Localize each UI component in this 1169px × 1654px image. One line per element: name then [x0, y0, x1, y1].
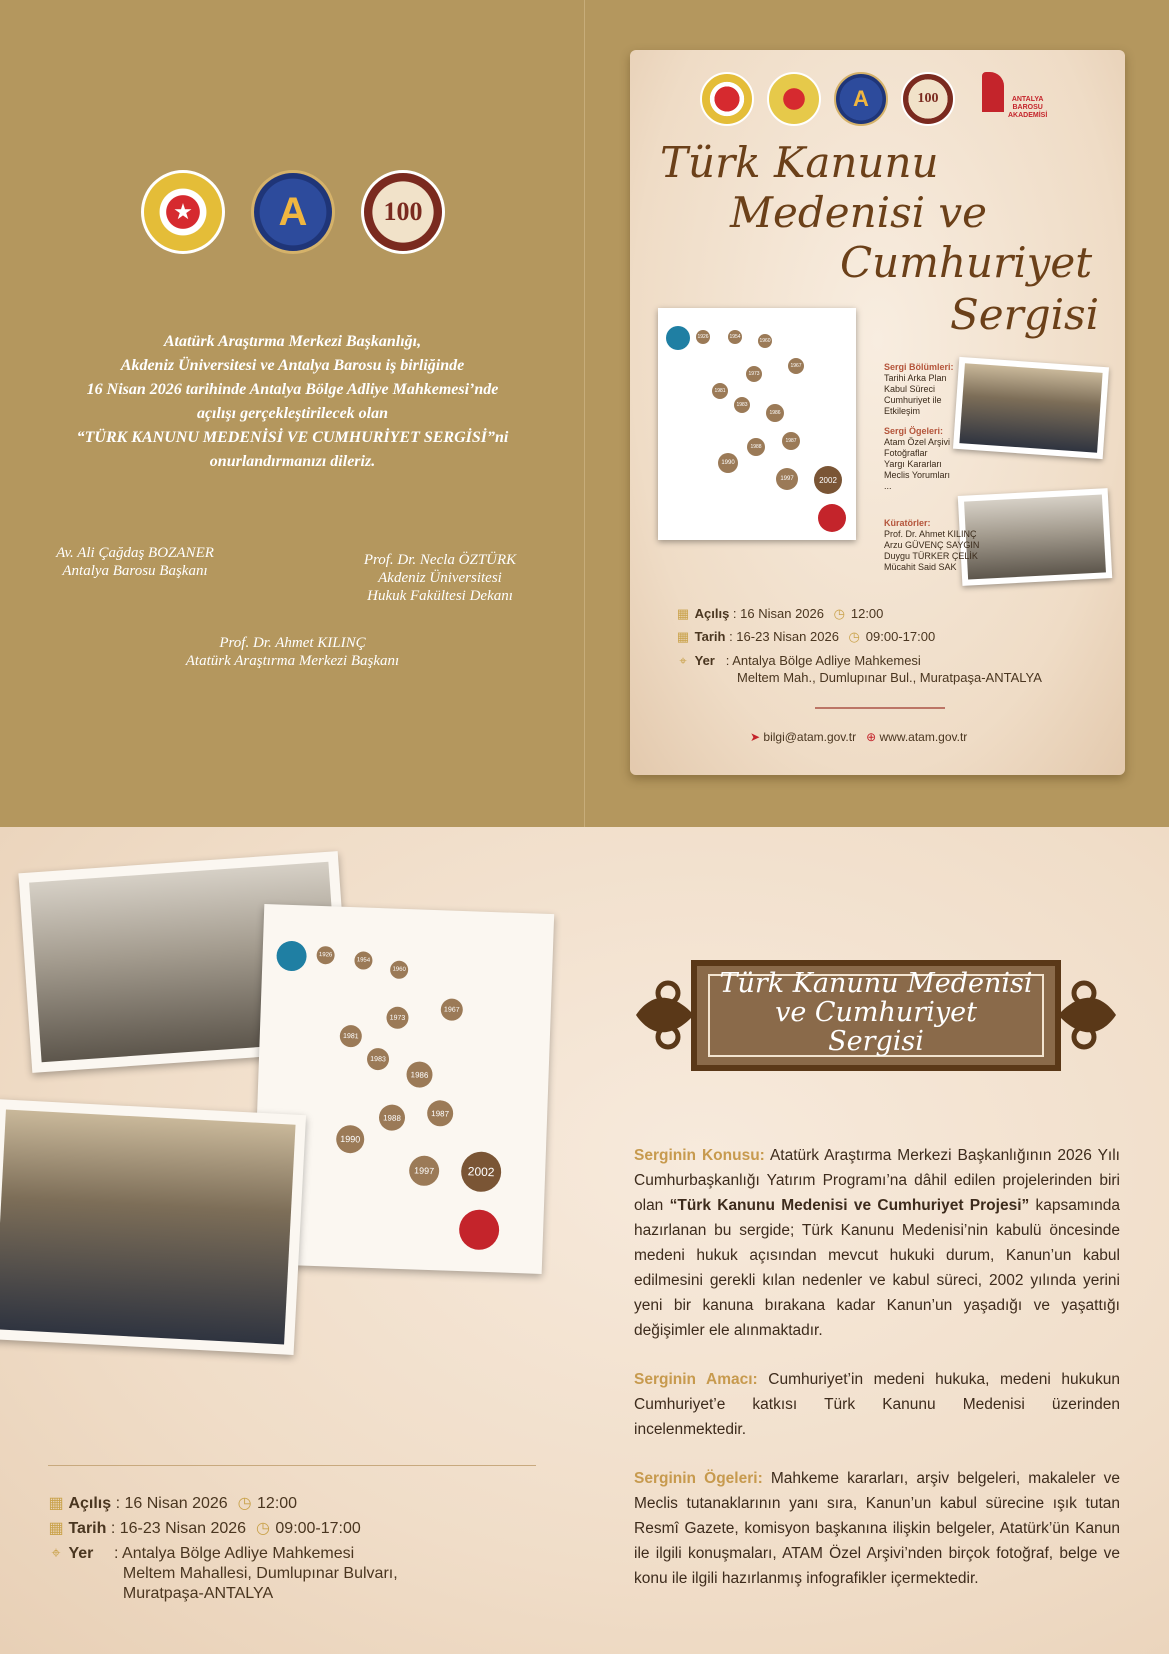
historic-building-photo	[958, 488, 1113, 586]
section-heading: Sergi Bölümleri:	[884, 362, 954, 372]
ataturk-arastirma-logo	[700, 72, 754, 126]
yer-label: Yer	[694, 653, 715, 668]
send-icon: ➤	[750, 730, 761, 744]
tarih-row: ▦ Tarih : 16-23 Nisan 2026 ◷ 09:00-17:00	[48, 1520, 361, 1537]
tarih-dates: 16-23 Nisan 2026	[119, 1520, 247, 1537]
yer-line: Muratpaşa-ANTALYA	[122, 1585, 274, 1602]
list-item: Tarihi Arka Plan	[884, 373, 947, 383]
clock-icon: ◷	[833, 606, 845, 621]
exhibition-poster	[630, 50, 1125, 775]
year-dot: 1960	[758, 334, 772, 348]
list-item: Etkileşim	[884, 406, 921, 416]
location-pin-icon: ⌖	[51, 1545, 61, 1562]
amaci-paragraph	[634, 1367, 1120, 1442]
signatory-title: Akdeniz Üniversitesi	[378, 570, 502, 586]
ataturk-arastirma-merkezi-logo: ★	[141, 170, 225, 254]
list-item: Prof. Dr. Ahmet KILINÇ	[884, 529, 977, 539]
section-heading: Sergi Ögeleri:	[884, 426, 944, 436]
frame-title-line: Sergisi	[828, 1026, 924, 1057]
infographic-badge	[818, 504, 846, 532]
clock-icon: ◷	[255, 1520, 270, 1537]
year-dot: 1973	[746, 366, 762, 382]
list-item: Arzu GÜVENÇ SAYGIN	[884, 540, 980, 550]
invitation-line: açılışı gerçekleştirilecek olan	[196, 405, 389, 422]
contact-row	[750, 730, 967, 744]
brochure-inner-panel	[0, 827, 1169, 1654]
antalya-barosu-logo: 100	[361, 170, 445, 254]
akdeniz-universitesi-logo: A	[251, 170, 335, 254]
year-dot: 1926	[696, 330, 710, 344]
year-dot: 1954	[728, 330, 742, 344]
calendar-icon: ▦	[48, 1520, 64, 1537]
description-block	[634, 1143, 1120, 1591]
list-item: Atam Özel Arşivi	[884, 437, 951, 447]
ogeleri-text: Mahkeme kararları, arşiv belgeleri, makaleler ve Meclis tutanaklarının yanı sıra, Kanun’un kabul sürecine ışık tutan Resmî Gazete, komisyon başkanına ilişkin belgeler, Atatürk’ün Kanun ile ilgili konuşmaları, ATAM Özel Arşivi’nden birçok fotoğraf, belge ve konu ile ilgili hazırlanmış infografikler içermektedir.	[634, 1470, 1121, 1587]
year-dot: 1988	[747, 438, 765, 456]
akdeniz-universitesi-logo: A	[834, 72, 888, 126]
year-dot: 1960	[390, 960, 409, 979]
invitation-line: “TÜRK KANUNU MEDENİSİ VE CUMHURİYET SERGİSİ”ni	[76, 429, 509, 446]
konusu-text: Atatürk Araştırma Merkezi Başkanlığının 2026 Yılı Cumhurbaşkanlığı Yatırım Programı’na dâhil edilen projelerinden biri olan	[634, 1147, 1120, 1214]
year-dot: 1973	[386, 1006, 409, 1029]
tarih-label: Tarih	[694, 629, 726, 644]
calendar-icon: ▦	[676, 606, 690, 621]
year-dot: 1987	[782, 432, 800, 450]
signatory-title: Antalya Barosu Başkanı	[62, 563, 208, 579]
list-item: Yargı Kararları	[884, 459, 942, 469]
year-dot: 1983	[367, 1048, 390, 1071]
antalya-barosu-akademisi-logo	[982, 72, 1052, 126]
invitation-line: 16 Nisan 2026 tarihinde Antalya Bölge Adliye Mahkemesi’nde	[86, 381, 499, 398]
antalya-barosu-logo: 100	[901, 72, 955, 126]
group-photo	[0, 1099, 306, 1355]
signature-ozturk	[340, 551, 540, 605]
infographic-start-marker	[666, 326, 690, 350]
divider	[815, 707, 945, 709]
year-dot: 2002	[814, 466, 842, 494]
yer-line: Antalya Bölge Adliye Mahkemesi	[122, 1545, 355, 1562]
section-heading: Küratörler:	[884, 518, 931, 528]
acilis-time: 12:00	[257, 1495, 298, 1512]
akademi-text: BAROSU	[1012, 104, 1043, 111]
amaci-text: Cumhuriyet’in medeni hukuka, medeni hukukun Cumhuriyet’e katkısı Türk Kanunu Medenisi üzerinden incelenmektedir.	[634, 1371, 1120, 1438]
year-dot: 2002	[460, 1151, 501, 1192]
acilis-row: ▦ Açılış : 16 Nisan 2026 ◷ 12:00	[48, 1495, 298, 1512]
list-item: Mücahit Said SAK	[884, 562, 957, 572]
konusu-text: kapsamında hazırlanan bu sergide; Türk Kanunu Medenisi’nin kabulü öncesinde medeni hukuk açısından mevcut hukuki durum, Kanun’un kabul edilmesini gerekli kılan nedenler ve kabul süreci, 2002 yılında yerini yeni bir kanuna bırakana kadar Kanun’un yaşadığı ve yaşattığı değişimler ele alınmaktadır.	[634, 1197, 1120, 1339]
tarih-label: Tarih	[68, 1520, 107, 1537]
kuratorler-list	[884, 518, 979, 573]
acilis-time: 12:00	[850, 606, 884, 621]
poster-title-line: Cumhuriyet	[840, 238, 1093, 287]
year-dot: 1954	[354, 951, 373, 970]
invitation-line: Akdeniz Üniversitesi ve Antalya Barosu iş birliğinde	[120, 357, 465, 374]
list-item: Kabul Süreci	[884, 384, 936, 394]
year-dot: 1986	[766, 404, 784, 422]
signature-kilinc	[160, 634, 425, 670]
title-frame	[634, 943, 1118, 1088]
acilis-label: Açılış	[68, 1495, 112, 1512]
acilis-date: 16 Nisan 2026	[740, 606, 824, 621]
historic-group-photo	[953, 357, 1109, 459]
invitation-line: onurlandırmanızı dileriz.	[209, 453, 376, 470]
clock-icon: ◷	[848, 629, 860, 644]
infographic-thumbnail	[658, 308, 856, 540]
acilis-row: ▦ Açılış : 16 Nisan 2026 ◷ 12:00	[676, 606, 884, 621]
list-item: ...	[884, 481, 892, 491]
year-dot: 1981	[339, 1025, 362, 1048]
year-dot: 1997	[409, 1155, 440, 1186]
divider	[48, 1465, 536, 1466]
acilis-date: 16 Nisan 2026	[124, 1495, 228, 1512]
year-dot: 1981	[712, 383, 728, 399]
tarih-dates: 16-23 Nisan 2026	[736, 629, 839, 644]
yer-row: ⌖ Yer : Antalya Bölge Adliye Mahkemesi Meltem Mah., Dumlupınar Bul., Muratpaşa-ANTALYA	[675, 652, 1042, 686]
clock-icon: ◷	[237, 1495, 252, 1512]
poster-title-line: Sergisi	[950, 290, 1100, 339]
year-dot: 1990	[336, 1125, 365, 1154]
year-dot: 1997	[776, 468, 798, 490]
fold-line	[584, 0, 585, 827]
tarih-time: 09:00-17:00	[275, 1520, 361, 1537]
yer-address: : Antalya Bölge Adliye Mahkemesi Meltem Mahallesi, Dumlupınar Bulvarı, Muratpaşa-ANTALYA	[114, 1545, 398, 1602]
invitation-line: Atatürk Araştırma Merkezi Başkanlığı,	[163, 333, 422, 350]
infographic-start-marker	[276, 941, 307, 972]
frame-title-line: ve Cumhuriyet	[775, 997, 977, 1028]
tarih-time: 09:00-17:00	[865, 629, 936, 644]
invitation-text	[30, 330, 555, 474]
akademi-text: ANTALYA	[1011, 96, 1044, 103]
akademi-text: AKADEMİSİ	[1008, 112, 1048, 119]
website-link[interactable]: www.atam.gov.tr	[879, 730, 968, 744]
signatory-name: Prof. Dr. Necla ÖZTÜRK	[363, 552, 517, 568]
year-dot: 1983	[734, 397, 750, 413]
calendar-icon: ▦	[48, 1495, 64, 1512]
yer-line: Antalya Bölge Adliye Mahkemesi	[732, 653, 921, 668]
year-dot: 1990	[718, 453, 738, 473]
location-pin-icon: ⌖	[679, 653, 687, 668]
konusu-label: Serginin Konusu:	[634, 1147, 765, 1164]
signatory-name: Av. Ali Çağdaş BOZANER	[56, 545, 214, 561]
poster-title-line: Türk Kanunu	[660, 138, 939, 187]
list-item: Fotoğraflar	[884, 448, 928, 458]
signatory-title: Hukuk Fakültesi Dekanı	[367, 588, 513, 604]
konusu-paragraph	[634, 1143, 1120, 1343]
list-item: Duygu TÜRKER ÇELİK	[884, 551, 978, 561]
ogeleri-paragraph	[634, 1466, 1120, 1591]
frame-title-line: Türk Kanunu Medenisi	[719, 968, 1033, 999]
poster-title-line: Medenisi ve	[730, 188, 988, 237]
signatory-name: Prof. Dr. Ahmet KILINÇ	[219, 635, 366, 651]
year-dot: 1986	[406, 1061, 433, 1088]
list-item: Cumhuriyet ile	[884, 395, 942, 405]
sergi-bolumleri-list	[884, 362, 954, 417]
year-dot: 1988	[379, 1104, 406, 1131]
year-dot: 1967	[440, 998, 463, 1021]
signature-bozaner	[40, 544, 230, 580]
yer-line: Meltem Mahallesi, Dumlupınar Bulvarı,	[122, 1565, 398, 1582]
yer-label: Yer	[68, 1545, 94, 1562]
amaci-label: Serginin Amacı:	[634, 1371, 758, 1388]
ogeleri-label: Serginin Ögeleri:	[634, 1470, 763, 1487]
signatory-title: Atatürk Araştırma Merkezi Başkanı	[185, 653, 400, 669]
list-item: Meclis Yorumları	[884, 470, 951, 480]
tarih-row: ▦ Tarih : 16-23 Nisan 2026 ◷ 09:00-17:00	[676, 629, 936, 644]
infographic-badge	[458, 1209, 499, 1250]
yer-row	[48, 1544, 93, 1564]
acilis-label: Açılış	[694, 606, 730, 621]
yer-line: Meltem Mah., Dumlupınar Bul., Muratpaşa-ANTALYA	[737, 670, 1042, 685]
year-dot: 1987	[427, 1100, 454, 1127]
sergi-ogeleri-list	[884, 426, 950, 492]
globe-icon: ⊕	[866, 730, 877, 744]
calendar-icon: ▦	[676, 629, 690, 644]
year-dot: 1926	[316, 946, 335, 965]
year-dot: 1967	[788, 358, 804, 374]
antalya-bam-logo	[767, 72, 821, 126]
project-name: “Türk Kanunu Medenisi ve Cumhuriyet Projesi”	[669, 1197, 1030, 1214]
email-link[interactable]: bilgi@atam.gov.tr	[763, 730, 857, 744]
